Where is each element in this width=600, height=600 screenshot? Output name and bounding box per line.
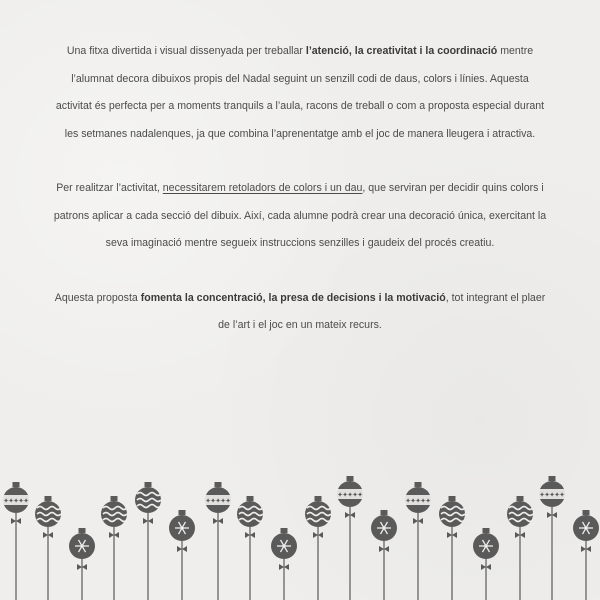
svg-text:✦: ✦	[549, 491, 555, 499]
svg-text:✦: ✦	[18, 497, 24, 505]
svg-text:✦: ✦	[215, 497, 221, 505]
snowflake-ornament-icon	[371, 510, 397, 600]
svg-text:✦: ✦	[357, 491, 363, 499]
wave-ornament-icon	[507, 496, 533, 600]
star-ornament-icon	[205, 482, 231, 600]
paragraph-benefits-highlight: fomenta la concentració, la presa de decisions i la motivació	[140, 291, 446, 304]
paragraph-materials-text-2: , que serviran per decidir quins colors i patrons aplicar a cada secció del dibuix. Així, cada alumne podrà crear una decoració única, exercitant la seva imaginació mentre segueix instruccions senzilles i gaudeix del procés creatiu.	[53, 182, 547, 249]
svg-text:✦: ✦	[352, 491, 358, 499]
svg-text:✦: ✦	[337, 491, 343, 499]
svg-text:✦: ✦	[415, 497, 421, 505]
svg-text:✦: ✦	[220, 497, 226, 505]
snowflake-ornament-icon	[473, 528, 499, 600]
svg-text:✦: ✦	[425, 497, 431, 505]
paragraph-intro-text-2: mentre l’alumnat decora dibuixos propis del Nadal seguint un senzill codi de daus, colors i línies. Aquesta activitat és perfecta per a moments tranquils a l’aula, racons de treball o com a proposta especial durant les setmanes nadalenques, ja que combina l’aprenentatge amb el joc de manera lleugera i atractiva.	[55, 45, 545, 140]
snowflake-ornament-icon	[69, 528, 95, 600]
paragraph-intro	[52, 38, 548, 148]
paragraph-benefits-text-2: , tot integrant el plaer de l’art i el joc en un mateix recurs.	[218, 291, 546, 331]
wave-ornament-icon	[135, 482, 161, 600]
christmas-ornaments-border	[0, 470, 600, 600]
wave-ornament-icon	[439, 496, 465, 600]
star-ornament-icon	[405, 482, 431, 600]
star-ornament-icon	[337, 476, 363, 600]
description-text	[52, 38, 548, 367]
wave-ornament-icon	[101, 496, 127, 600]
svg-text:✦: ✦	[559, 491, 565, 499]
svg-text:✦: ✦	[405, 497, 411, 505]
paragraph-benefits-text-1: Aquesta proposta	[54, 291, 141, 304]
snowflake-ornament-icon	[271, 528, 297, 600]
svg-text:✦: ✦	[347, 491, 353, 499]
svg-text:✦: ✦	[8, 497, 14, 505]
snowflake-ornament-icon	[573, 510, 599, 600]
svg-text:✦: ✦	[23, 497, 29, 505]
snowflake-ornament-icon	[169, 510, 195, 600]
svg-text:✦: ✦	[3, 497, 9, 505]
svg-text:✦: ✦	[544, 491, 550, 499]
svg-text:✦: ✦	[342, 491, 348, 499]
svg-text:✦: ✦	[554, 491, 560, 499]
paragraph-materials-underlined: necessitarem retoladors de colors i un dau	[162, 182, 363, 194]
svg-text:✦: ✦	[205, 497, 211, 505]
paragraph-materials-text-1: Per realitzar l’activitat,	[56, 182, 163, 194]
svg-text:✦: ✦	[225, 497, 231, 505]
svg-text:✦: ✦	[410, 497, 416, 505]
svg-text:✦: ✦	[13, 497, 19, 505]
svg-text:✦: ✦	[420, 497, 426, 505]
svg-text:✦: ✦	[539, 491, 545, 499]
paragraph-intro-text-1: Una fitxa divertida i visual dissenyada per treballar	[66, 45, 306, 57]
paragraph-intro-highlight: l’atenció, la creativitat i la coordinació	[305, 45, 498, 57]
star-ornament-icon	[3, 482, 29, 600]
wave-ornament-icon	[35, 496, 61, 600]
star-ornament-icon	[539, 476, 565, 600]
paragraph-materials	[52, 175, 548, 258]
wave-ornament-icon	[305, 496, 331, 600]
paragraph-benefits	[52, 285, 548, 340]
svg-text:✦: ✦	[210, 497, 216, 505]
wave-ornament-icon	[237, 496, 263, 600]
